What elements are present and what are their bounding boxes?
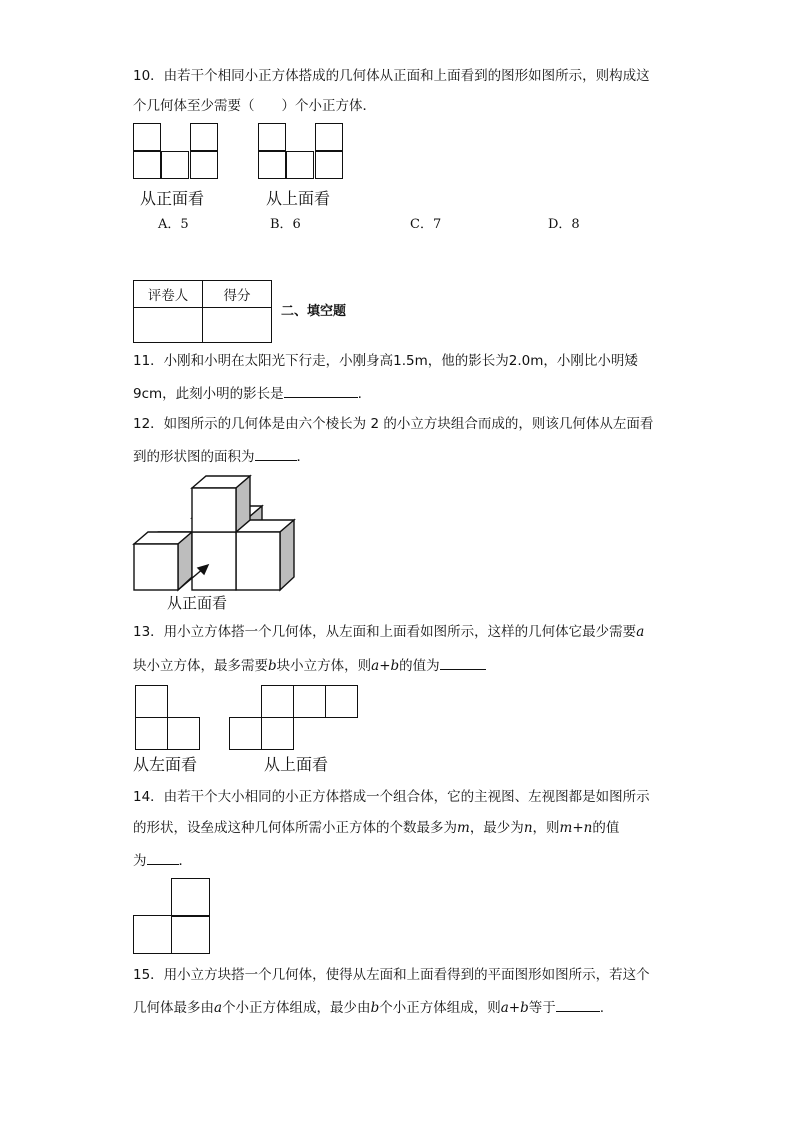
score-table-grader-cell[interactable] [134,308,203,343]
q15-line2: 几何体最多由a个小正方体组成，最少由b个小正方体组成，则a+b等于 . [133,997,604,1017]
q11-line1: 11．小刚和小明在太阳光下行走，小刚身高1.5m，他的影长为2.0m，小刚比小明矮 [133,353,638,369]
q10-option-a[interactable]: A．5 [158,217,189,232]
q13-line2: 块小立方体，最多需要b块小立方体，则a+b的值为 [133,655,486,675]
q12-cube-figure [130,470,330,610]
q10-line2: 个几何体至少需要（ ）个小正方体． [133,98,376,114]
q10-option-c[interactable]: C．7 [410,217,442,232]
q11-line2: 9cm，此刻小明的影长是 . [133,383,362,403]
q10-option-b[interactable]: B．6 [270,217,301,232]
q10-caption-top: 从上面看 [266,189,331,208]
q10-caption-front: 从正面看 [140,189,205,208]
q15-line1: 15．用小立方块搭一个几何体，使得从左面和上面看得到的平面图形如图所示，若这个 [133,967,650,983]
q13-caption-top: 从上面看 [264,755,329,774]
q15-answer-blank[interactable] [556,997,600,1012]
q14-line3: 为 ． [133,850,192,870]
q11-answer-blank[interactable] [284,383,358,398]
q14-line2: 的形状，设垒成这种几何体所需小正方体的个数最多为m，最少为n，则m+n的值 [133,820,620,836]
q12-caption: 从正面看 [167,594,228,612]
score-table [133,280,272,343]
score-table-header-score: 得分 [203,281,272,308]
q12-line1: 12．如图所示的几何体是由六个棱长为 2 的小立方块组合而成的，则该几何体从左面看 [133,416,654,432]
score-table-score-cell[interactable] [203,308,272,343]
q13-caption-left: 从左面看 [133,755,198,774]
q14-line1: 14．由若干个大小相同的小正方体搭成一个组合体，它的主视图、左视图都是如图所示 [133,789,650,805]
q10-option-d[interactable]: D．8 [548,217,580,232]
q13-answer-blank[interactable] [440,655,486,670]
section-title: 二、填空题 [281,304,347,319]
q14-answer-blank[interactable] [147,850,179,865]
q12-line2: 到的形状图的面积为 ． [133,446,310,466]
q12-answer-blank[interactable] [255,446,297,461]
q10-line1: 10．由若干个相同小正方体搭成的几何体从正面和上面看到的图形如图所示，则构成这 [133,68,650,84]
q13-line1: 13．用小立方体搭一个几何体，从左面和上面看如图所示，这样的几何体它最少需要a [133,624,645,640]
score-table-header-grader: 评卷人 [134,281,203,308]
